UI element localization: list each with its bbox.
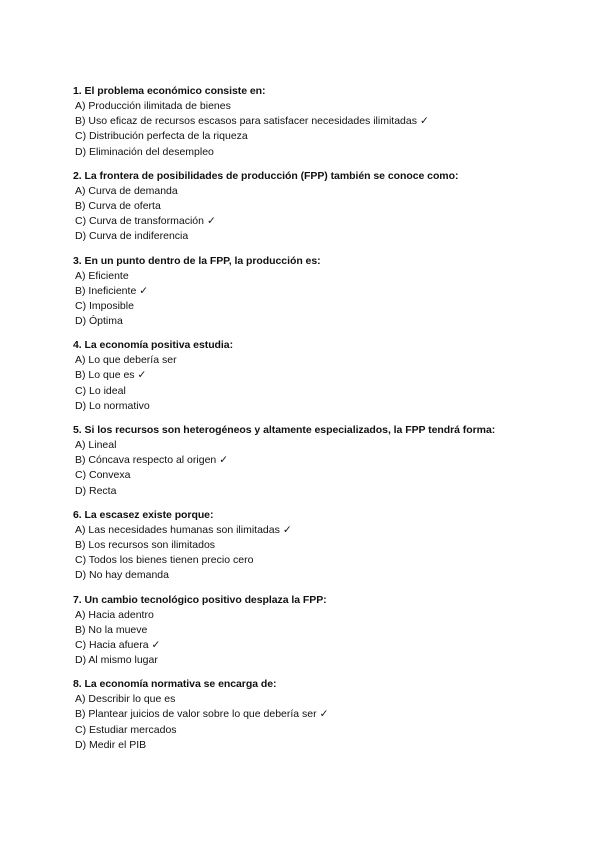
question-title: 6. La escasez existe porque:	[73, 508, 214, 521]
question-8	[73, 677, 583, 753]
answer-option	[73, 692, 583, 707]
answer-option	[73, 723, 583, 738]
answer-option-text: B) Ineficiente	[75, 284, 137, 297]
answer-option-text: A) Las necesidades humanas son ilimitadas	[75, 523, 280, 536]
answer-option-text: A) Describir lo que es	[75, 693, 176, 706]
answer-option-text: D) Curva de indiferencia	[75, 230, 189, 243]
answer-option	[73, 214, 583, 229]
question-6	[73, 508, 583, 584]
answer-option-text: C) Estudiar mercados	[75, 723, 177, 736]
answer-option	[73, 184, 583, 199]
answer-option	[73, 608, 583, 623]
check-mark-icon: ✓	[319, 708, 329, 721]
question-7	[73, 593, 583, 669]
answer-option-text: B) No la mueve	[75, 623, 148, 636]
answer-option	[73, 284, 583, 299]
question-title: 4. La economía positiva estudia:	[73, 339, 234, 352]
answer-options	[73, 269, 583, 330]
check-mark-icon: ✓	[206, 215, 216, 228]
answer-option	[73, 384, 583, 399]
answer-option	[73, 129, 583, 144]
answer-option	[73, 538, 583, 553]
answer-option	[73, 229, 583, 244]
answer-option-text: A) Eficiente	[75, 269, 129, 282]
answer-option	[73, 438, 583, 453]
answer-option	[73, 568, 583, 583]
answer-option-text: D) Óptima	[75, 315, 123, 328]
answer-option-text: B) Curva de oferta	[75, 199, 161, 212]
answer-option-text: C) Hacia afuera	[75, 638, 149, 651]
answer-option-text: D) Recta	[75, 484, 117, 497]
answer-option-text: C) Todos los bienes tienen precio cero	[75, 554, 254, 567]
question-title: 5. Si los recursos son heterogéneos y altamente especializados, la FPP tendrá forma:	[73, 424, 496, 436]
question-title: 3. En un punto dentro de la FPP, la producción es:	[73, 254, 321, 267]
answer-option-text: B) Los recursos son ilimitados	[75, 538, 216, 551]
answer-option-text: C) Distribución perfecta de la riqueza	[75, 130, 248, 143]
answer-option-text: D) Eliminación del desempleo	[75, 145, 214, 158]
question-1	[73, 84, 583, 160]
answer-option	[73, 145, 583, 160]
answer-options	[73, 99, 583, 160]
answer-option	[73, 523, 583, 538]
answer-option-text: D) Lo normativo	[75, 399, 150, 412]
check-mark-icon: ✓	[151, 638, 161, 651]
answer-option	[73, 484, 583, 499]
answer-option	[73, 353, 583, 368]
answer-option	[73, 399, 583, 414]
answer-option	[73, 468, 583, 483]
answer-option	[73, 453, 583, 468]
answer-option-text: A) Lo que debería ser	[75, 354, 177, 367]
answer-option-text: D) No hay demanda	[75, 569, 169, 582]
answer-option-text: B) Plantear juicios de valor sobre lo que debería ser	[75, 708, 317, 721]
answer-option-text: C) Lo ideal	[75, 384, 126, 397]
answer-option-text: B) Uso eficaz de recursos escasos para satisfacer necesidades ilimitadas	[75, 115, 417, 128]
answer-options	[73, 353, 583, 414]
quiz-list	[73, 84, 583, 753]
answer-option-text: A) Hacia adentro	[75, 608, 154, 621]
answer-option-text: A) Lineal	[75, 439, 117, 451]
answer-options	[73, 692, 583, 753]
question-title: 1. El problema económico consiste en:	[73, 85, 266, 97]
question-2	[73, 169, 583, 245]
answer-option	[73, 707, 583, 722]
question-3	[73, 254, 583, 330]
question-5	[73, 423, 583, 499]
answer-options	[73, 184, 583, 245]
answer-option	[73, 738, 583, 753]
answer-option	[73, 99, 583, 114]
answer-option-text: C) Convexa	[75, 469, 131, 482]
answer-option	[73, 199, 583, 214]
answer-options	[73, 608, 583, 669]
question-title: 2. La frontera de posibilidades de producción (FPP) también se conoce como:	[73, 169, 459, 182]
answer-option-text: D) Medir el PIB	[75, 738, 147, 751]
answer-option	[73, 114, 583, 129]
answer-option	[73, 638, 583, 653]
check-mark-icon: ✓	[420, 115, 429, 128]
answer-option-text: A) Curva de demanda	[75, 184, 178, 197]
question-title: 7. Un cambio tecnológico positivo desplaza la FPP:	[73, 593, 327, 606]
check-mark-icon: ✓	[219, 454, 229, 467]
answer-option	[73, 269, 583, 284]
check-mark-icon: ✓	[139, 284, 149, 297]
answer-option-text: D) Al mismo lugar	[75, 654, 158, 667]
answer-option	[73, 653, 583, 668]
check-mark-icon: ✓	[282, 523, 292, 536]
check-mark-icon: ✓	[137, 369, 147, 382]
answer-option-text: B) Cóncava respecto al origen	[75, 454, 217, 467]
answer-option-text: B) Lo que es	[75, 369, 135, 382]
answer-option-text: C) Curva de transformación	[75, 215, 204, 228]
answer-option	[73, 299, 583, 314]
answer-option	[73, 314, 583, 329]
answer-options	[73, 523, 583, 584]
answer-option	[73, 553, 583, 568]
answer-option-text: C) Imposible	[75, 299, 134, 312]
answer-option	[73, 368, 583, 383]
question-title: 8. La economía normativa se encarga de:	[73, 678, 277, 691]
question-4	[73, 338, 583, 414]
answer-option	[73, 623, 583, 638]
answer-options	[73, 438, 583, 499]
answer-option-text: A) Producción ilimitada de bienes	[75, 100, 231, 112]
